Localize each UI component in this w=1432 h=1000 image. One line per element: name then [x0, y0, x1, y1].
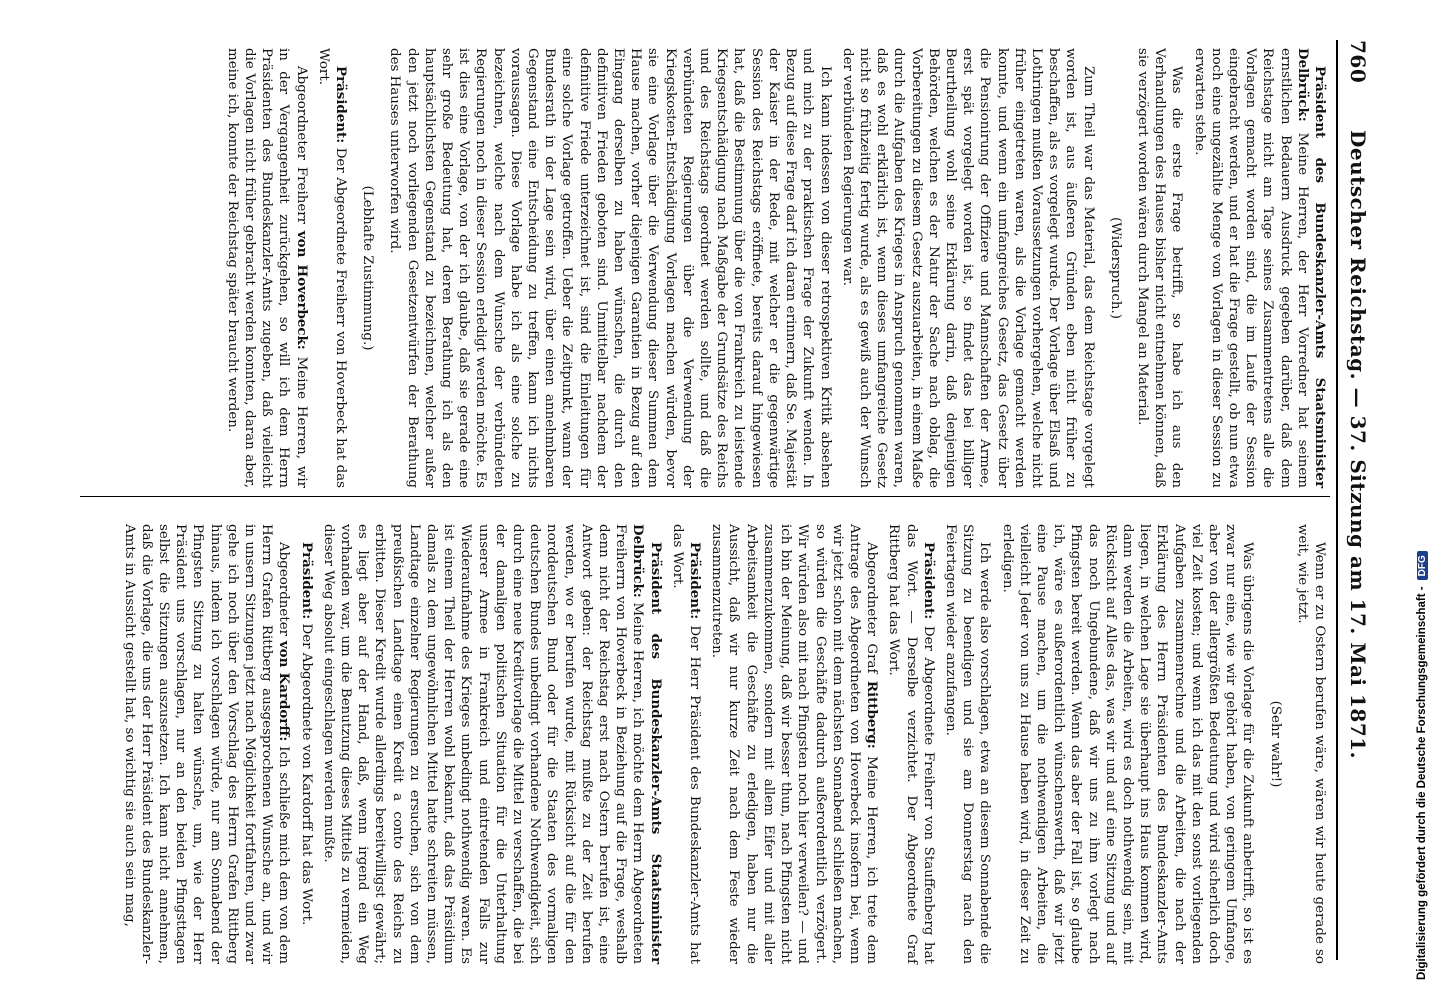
- speaker: Präsident des Bundeskanzler-Amts Staatsminister Delbrück:: [630, 524, 664, 964]
- paragraph: [320, 524, 664, 964]
- column-divider: [80, 496, 1330, 497]
- paragraph: Wenn er zu Ostern berufen wäre, wären wir heute gerade so weit, wie jetzt.: [1294, 524, 1327, 964]
- speech-text: Meine Herren, der Herr Vorredner hat seinem ernstlichen Bedauern Ausdruck gegeben darüber, daß dem Reichstage nicht am Tage seines Zusammentretens alle die Vorlagen gemacht worden sind, die im Laufe der Session eingebracht werden, und er hat die Frage gestellt, ob nun etwa noch eine ungezählte Menge von Vorlagen in dieser Session zu erwarten stehe.: [1191, 48, 1310, 488]
- interjection: (Lebhafte Zustimmung.): [360, 185, 376, 351]
- paragraph: [708, 524, 880, 964]
- speaker: Rittberg:: [864, 680, 881, 749]
- speech-text: Ich schließe mich dem von dem Herrn Grafen Rittberg ausgesprochenen Wunsche an, und wir in unsern Sitzungen jetzt nach Möglichkeit fortfahren, und zwar gehe ich noch über den Vorschlag des Herrn Grafen Rittberg hinaus, indem ich vorschlagen würde, nur am Sonnabend der Pfingsten Sitzung zu halten wünsche, um, wie der Herr Präsident uns vorschlagen, nur an den beiden Pfingsttagen selbst die Sitzungen auszusetzen. Ich kann nicht annehmen, daß die Vorlage, die uns der Herr Präsident des Bundeskanzler-Amts in Aussicht gestellt hat, so wichtig sie auch sein mag,: [121, 524, 292, 964]
- speaker: von Hoverbeck:: [293, 230, 310, 350]
- digitization-stamp: [1414, 20, 1428, 980]
- speaker: Präsident des Bundeskanzler-Amts Staatsminister Delbrück:: [1294, 48, 1328, 488]
- speaker-prefix: Abgeordneter Freiherr: [293, 66, 309, 225]
- speaker-prefix: Abgeordneter: [276, 542, 292, 637]
- paragraph: Was übrigens die Vorlage für die Zukunft anbetrifft, so ist es zwar nur eine, wie wir gehört haben, von geringem Umfange, aber von der allergrößten Bedeutung und wird sicherlich doch viel Zeit kosten; und wenn ich das mit den sonst vorliegenden Aufgaben zusammenrechne und die Arbeiten, die nach der Erklärung des Herrn Präsidenten des Bundeskanzler-Amts liegen, in welchen Lage sie überhaupt ins Haus kommen wird, dann werden die Arbeiten, wird es doch nothwendig sein, mit Rücksicht auf Alles das, was wir und auf eine Sitzung und auf das noch Ungebundene, daß wir uns zu ihm vorlegt nach Pfingsten bereit werden. Wenn das aber der Fall ist, so glaube ich, wäre es außerordentlich wünschenswerth, daß wir jetzt eine Pause machen, um die nothwendigen Arbeiten, die vielleicht Jeder von uns zu Hause haben wird, in dieser Zeit zu erledigen.: [999, 524, 1256, 964]
- speech-text: Meine Herren, wir in der Vergangenheit zurückgehen, so will ich dem Herrn Präsidenten des Bundeskanzler-Amts zugeben, daß vielleicht die Vorlagen nicht früher gebracht werden konnten, daran aber, meine ich, konnte der Reichstag später braucht werden.: [224, 48, 309, 489]
- header-title: [1346, 130, 1370, 759]
- dfg-logo: DFG: [1417, 551, 1428, 580]
- paragraph: [885, 524, 937, 964]
- speech-text: Der Abgeordnete Freiherr von Stauffenberg hat das Wort. — Derselbe verzichtet. Der Abgeordnete Graf Rittberg hat das Wort.: [886, 524, 936, 964]
- paragraph: Was die erste Frage betrifft, so habe ich aus den Verhandlungen des Hauses bisher nicht entnehmen können, daß sie verzögert worden wären durch Mangel an Material.: [1134, 48, 1185, 488]
- paragraph: [669, 524, 703, 964]
- speaker: von Kardorff:: [276, 640, 293, 742]
- paragraph: [120, 524, 292, 964]
- publication-title: Deutscher Reichstag.: [1346, 130, 1370, 381]
- left-column: [219, 48, 1328, 488]
- funding-notice: Digitalisierung gefördert durch die Deutsche Forschungsgemeinschaft -: [1416, 586, 1428, 980]
- right-column: [115, 524, 1328, 964]
- speaker-prefix: Abgeordneter Graf: [864, 542, 880, 674]
- speech-text: Meine Herren, ich möchte dem Herrn Abgeordneten Freiherrn von Hoverbeck in Beziehung auf die Frage, weshalb denn nicht der Reichstag erst nach Ostern berufen ist, eine Antwort geben: der Reichstag mußte zu der Zeit berufen werden, wo er berufen wurde, mit Rücksicht auf die für den norddeutschen Bund oder für die Staaten des vormaligen deutschen Bundes unbedingt vorhandene Nothwendigkeit, sich durch eine neue Kreditvorlage die Mittel zu verschaffen, die bei der damaligen politischen Situation für die Unterhaltung unserer Armee in Frankreich und eintretenden Falls zur Wiederaufnahme des Krieges unbedingt nothwendig waren. Es ist einem Theil der Herren wohl bekannt, daß das Präsidium damals zu dem ungewöhnlichen Mittel hatte schreiten müssen, Landtage einzelner Regierungen zu ersuchen, sich von dem preußischen Landtage einen Kredit a conto des Reichs zu erbitten. Dieser Kredit wurde allerdings bereitwilligst gewährt; es liegt aber auf der Hand, daß, wenn irgend ein Weg vorhanden war, um die Benutzung dieses Mittels zu vermeiden, dieser Weg absolut eingeschlagen werden mußte.: [320, 524, 646, 964]
- header-dash: —: [1346, 387, 1370, 409]
- paragraph: Zum Theil war das Material, das dem Reichstage vorgelegt worden ist, aus äußeren Gründen eben nicht früher zu beschaffen, als es vorgelegt wurde. Der Vorlage über Elsaß und Lothringen mußten Voraussetzungen vorhergehen, welche nicht früher eingetreten waren, als die Vorlage gemacht werden konnte, und wenn ein umfangreiches Gesetz, das Gesetz über die Pensionirung der Offiziere und Mannschaften der Armee, erst spät vorgelegt worden ist, so findet das bei billiger Beurtheilung wohl seine Erklärung darin, daß denjenigen Behörden, welchen es der Natur der Sache nach oblag, die Vorbereitungen zu diesem Gesetz auszuarbeiten, in einem Maße durch die Aufgaben des Krieges in Anspruch genommen waren, daß es wohl erklärlich ist, wenn dieses umfangreiche Gesetz nicht so frühzeitig fertig wurde, als es gewiß auch der Wunsch der verbündeten Regierungen war.: [839, 48, 1096, 488]
- paragraph: [315, 48, 349, 488]
- speaker: Präsident:: [920, 542, 937, 620]
- interjection: (Sehr wahr!): [1267, 700, 1283, 788]
- interjection: (Widerspruch.): [1107, 216, 1123, 319]
- paragraph: [224, 48, 310, 488]
- stamp-text-row: [1414, 20, 1430, 980]
- speaker: Präsident:: [687, 542, 704, 620]
- session-title: 37. Sitzung am 17. Mai 1871.: [1346, 415, 1370, 760]
- speech-text: Der Abgeordnete Freiherr von Hoverbeck hat das Wort.: [315, 48, 349, 488]
- paragraph: Ich werde also vorschlagen, etwa an diesem Sonnabende die Sitzung zu beendigen und sie am Donnerstag nach den Feiertagen wieder anzufangen.: [942, 524, 993, 964]
- speech-text: Meine Herren, ich trete dem Antrage des Abgeordneten von Hoverbeck insofern bei, wenn wir jetzt schon mit dem nächsten Sonnabend schließen machen, so würden die Geschäfte dadurch außerordentlich verzögert. Wir würden also mit nach Pfingsten noch hier verweilen? — und ich bin der Meinung, daß wir besser thun, nach Pfingsten nicht zusammenzukommen, sondern mit allem Eifer und mit aller Arbeitsamkeit die Geschäfte zu erledigen, haben nur die Aussicht, daß wir nur kurze Zeit nach dem Feste wieder zusammenzutreten.: [709, 524, 880, 964]
- speech-text: Der Abgeordnete von Kardorff hat das Wort.: [298, 623, 314, 926]
- paragraph: [1190, 48, 1328, 488]
- speaker: Präsident:: [298, 542, 315, 620]
- paragraph: Ich kann indessen von dieser retrospektiven Kritik absehen und mich zu der praktischen Frage der Zukunft wenden. In Bezug auf diese Frage darf ich daran erinnern, daß Se. Majestät der Kaiser in der Rede, mit welcher er die gegenwärtige Session des Reichstags eröffnete, bereits darauf hingewiesen hat, daß die Bestimmung über die von Frankreich zu leistende Kriegsentschädigung nach Maßgabe der Grundsätze des Reichs und des Reichstags geordnet werden sollte, und daß die verbündeten Regierungen über die Verwendung der Kriegskosten-Entschädigung Vorlagen machen würden, bevor sie eine Vorlage über die Verwendung dieser Summen dem Hause machen, vorher diejenigen Garantien in Bezug auf den Eingang derselben zu haben wünschen, die durch den definitiven Frieden geboten sind. Unmittelbar nachdem der definitive Friede unterzeichnet ist, sind die Einleitungen für eine solche Vorlage getroffen. Ueber die Zeitpunkt, wann der Bundesrath in der Lage sein wird, über einen annehmbaren Gegenstand eine Entscheidung zu treffen, kann ich nichts voraussagen. Diese Vorlage habe ich als eine solche zu bezeichnen, welche nach dem Wunsche der verbündeten Regierungen noch in dieser Session erledigt werden möchte. Es ist dies eine Vorlage, von der ich glaube, daß sie gerade eine sehr große Bedeutung hat, deren Berathung ich als den hauptsächlichsten Gegenstand zu bezeichnen, welcher außer den jetzt noch vorliegenden Gesetzentwürfen der Berathung des Hauses unterworfen wird.: [387, 48, 833, 488]
- page-number: 760: [1346, 40, 1370, 84]
- speaker: Präsident:: [333, 66, 350, 144]
- page-header: [1336, 40, 1378, 960]
- paragraph: [297, 524, 314, 964]
- speech-text: Der Herr Präsident des Bundeskanzler-Amts hat das Wort.: [669, 524, 703, 964]
